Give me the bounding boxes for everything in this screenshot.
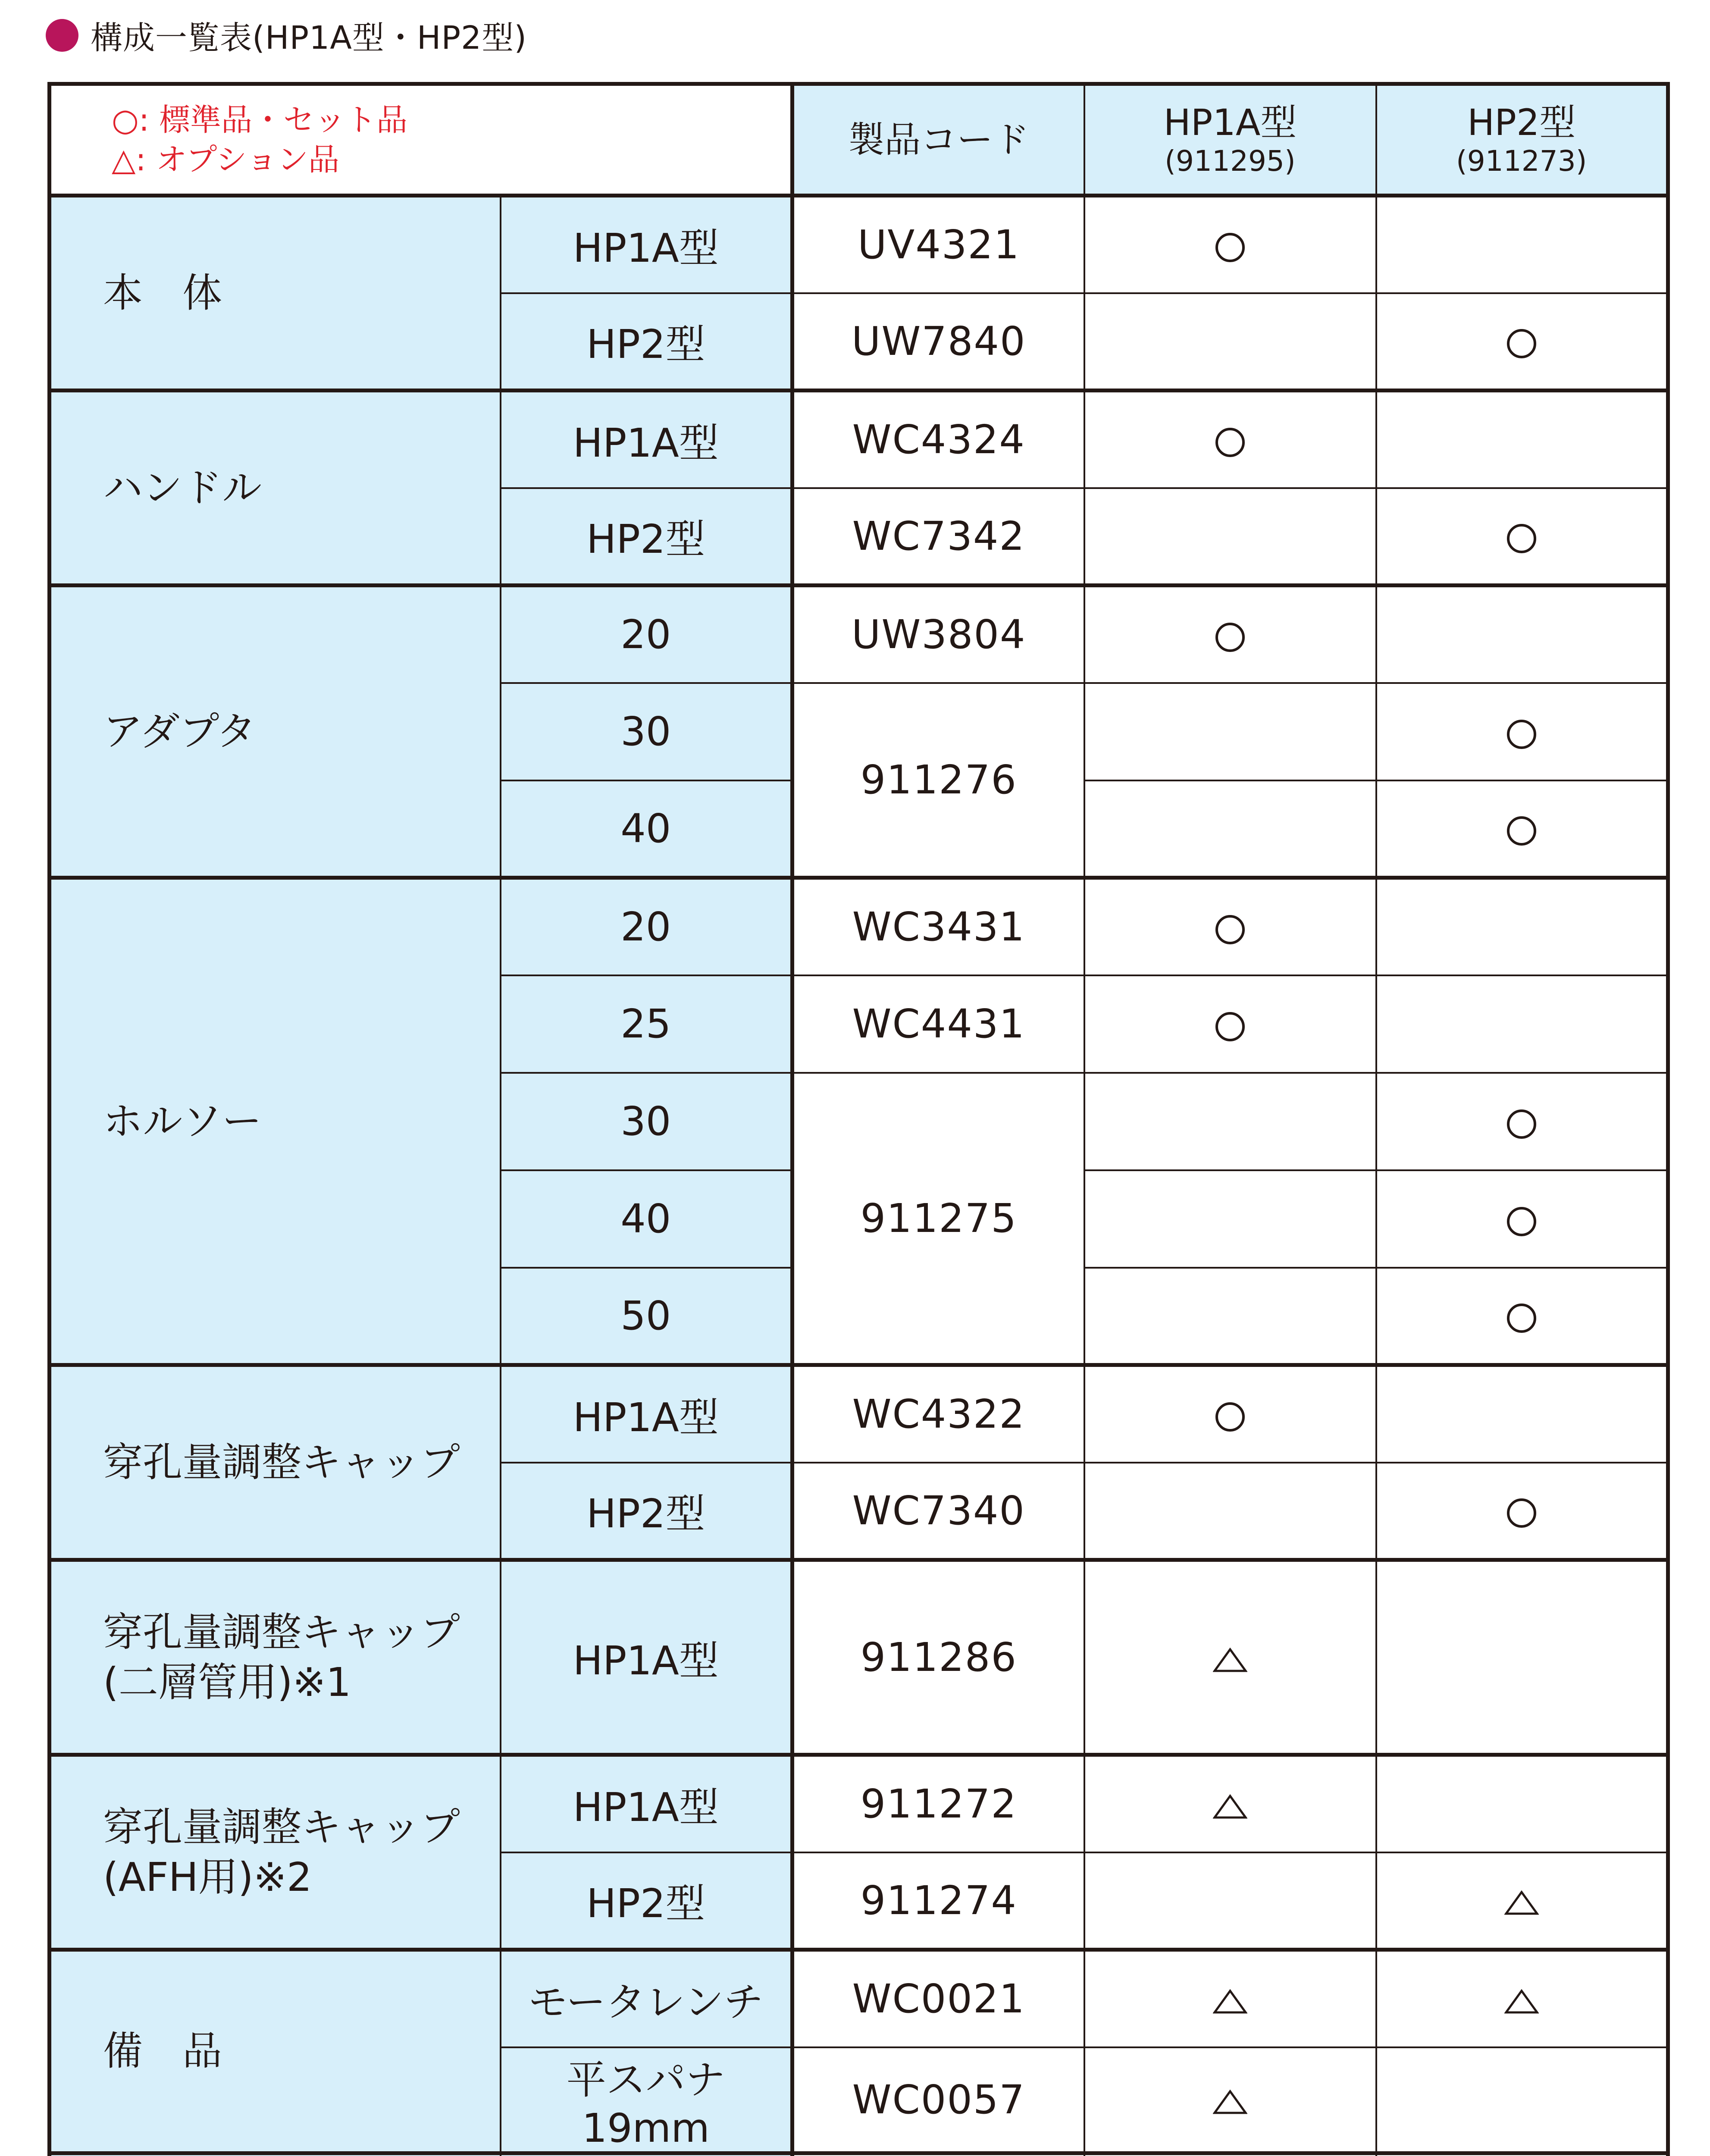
hp2-mark <box>1376 1852 1668 1950</box>
triangle-icon <box>1504 1989 1539 2015</box>
triangle-icon <box>1213 1647 1247 1673</box>
circle-icon <box>1215 1012 1245 1041</box>
hp1a-mark <box>1084 1950 1376 2047</box>
sub-label: 平スパナ 19mm <box>501 2047 792 2153</box>
hp1a-mark <box>1084 391 1376 488</box>
product-code: UW7840 <box>792 293 1084 391</box>
sub-label: 40 <box>501 1170 792 1268</box>
sub-label: 30 <box>501 683 792 780</box>
category-label: 備 品 <box>103 2028 222 2075</box>
sub-label: HP1A型 <box>501 196 792 293</box>
category-depth-cap <box>50 1365 501 1560</box>
section-heading <box>46 9 527 61</box>
hp1a-mark <box>1084 2047 1376 2153</box>
header-hp2: HP2型 (911273) <box>1376 84 1668 196</box>
hp1a-mark <box>1084 488 1376 586</box>
category-adapter <box>50 586 501 878</box>
hp2-mark <box>1376 975 1668 1073</box>
product-code: WC4322 <box>792 1365 1084 1463</box>
table-row <box>50 586 1668 683</box>
category-label: (二層管用)※1 <box>103 1659 351 1705</box>
table-header-row <box>50 84 1668 196</box>
sub-label: HP1A型 <box>501 1365 792 1463</box>
table-row <box>50 1755 1668 1852</box>
hp1a-mark <box>1084 1170 1376 1268</box>
product-code: UV4321 <box>792 196 1084 293</box>
category-accessories <box>50 1950 501 2153</box>
hp1a-mark <box>1084 1852 1376 1950</box>
hp2-mark <box>1376 1950 1668 2047</box>
product-code <box>792 2153 1084 2156</box>
table-row <box>50 1950 1668 2047</box>
sub-label: HP2型 <box>501 488 792 586</box>
circle-icon <box>1507 816 1536 846</box>
component-table <box>47 82 1670 2156</box>
sub-label: 20 <box>501 586 792 683</box>
hp2-mark <box>1376 878 1668 975</box>
category-depth-cap-afh <box>50 1755 501 1950</box>
triangle-icon <box>1213 1794 1247 1820</box>
circle-icon <box>1507 1207 1536 1236</box>
sub-label: 20 <box>501 878 792 975</box>
sub-label: モータレンチ <box>501 1950 792 2047</box>
product-code: WC4324 <box>792 391 1084 488</box>
legend-option: △: オプション品 <box>112 141 340 178</box>
hp1a-mark <box>1084 1463 1376 1560</box>
hp1a-mark <box>1084 975 1376 1073</box>
category-label: (AFH用)※2 <box>103 1854 312 1900</box>
sub-label: 50 <box>501 1268 792 1365</box>
hp1a-mark <box>1084 1365 1376 1463</box>
legend-standard: ○: 標準品・セット品 <box>112 102 407 138</box>
hp1a-mark <box>1084 780 1376 878</box>
product-code: WC0021 <box>792 1950 1084 2047</box>
sub-label <box>501 2153 792 2156</box>
hp1a-mark <box>1084 1073 1376 1170</box>
product-code: 911275 <box>792 1073 1084 1365</box>
hp1a-mark <box>1084 1268 1376 1365</box>
hp2-mark <box>1376 1560 1668 1755</box>
product-code: UW3804 <box>792 586 1084 683</box>
circle-icon <box>1507 720 1536 749</box>
sub-label: HP2型 <box>501 1463 792 1560</box>
category-label: アダプタ <box>103 708 257 755</box>
sub-label: HP1A型 <box>501 1560 792 1755</box>
product-code: WC7340 <box>792 1463 1084 1560</box>
sub-label: 40 <box>501 780 792 878</box>
header-hp1a: HP1A型 (911295) <box>1084 84 1376 196</box>
hp2-mark <box>1376 1170 1668 1268</box>
category-box <box>50 2153 501 2156</box>
category-label: 穿孔量調整キャップ <box>103 1609 460 1655</box>
product-code: 911274 <box>792 1852 1084 1950</box>
category-label: 本 体 <box>103 270 222 316</box>
circle-icon <box>1507 329 1536 358</box>
sub-label: HP1A型 <box>501 391 792 488</box>
sub-label: 25 <box>501 975 792 1073</box>
header-code: 製品コード <box>792 84 1084 196</box>
triangle-icon <box>1213 2089 1247 2115</box>
product-code: WC7342 <box>792 488 1084 586</box>
hp2-mark <box>1376 586 1668 683</box>
hp1a-mark <box>1084 293 1376 391</box>
hp2-mark <box>1376 1073 1668 1170</box>
table-row <box>50 2153 1668 2156</box>
circle-icon <box>1507 1498 1536 1528</box>
circle-icon <box>1215 1402 1245 1432</box>
hp2-mark <box>1376 1365 1668 1463</box>
category-handle <box>50 391 501 586</box>
circle-icon <box>1215 233 1245 262</box>
hp1a-mark <box>1084 586 1376 683</box>
category-label: ホルソー <box>103 1098 262 1144</box>
table-row <box>50 391 1668 488</box>
hp2-mark <box>1376 391 1668 488</box>
sub-label: HP1A型 <box>501 1755 792 1852</box>
hp1a-mark <box>1084 1755 1376 1852</box>
circle-icon <box>1507 524 1536 553</box>
category-depth-cap-double <box>50 1560 501 1755</box>
hp1a-mark <box>1084 196 1376 293</box>
category-label: 穿孔量調整キャップ <box>103 1439 460 1485</box>
hp2-mark <box>1376 293 1668 391</box>
legend <box>50 84 792 196</box>
circle-icon <box>1215 915 1245 944</box>
hp2-mark <box>1376 196 1668 293</box>
hp2-mark <box>1376 780 1668 878</box>
triangle-icon <box>1213 1989 1247 2015</box>
hp2-mark <box>1376 2153 1668 2156</box>
product-code: WC3431 <box>792 878 1084 975</box>
hp2-mark <box>1376 488 1668 586</box>
hp1a-mark <box>1084 2153 1376 2156</box>
product-code: WC0057 <box>792 2047 1084 2153</box>
circle-icon <box>1215 623 1245 652</box>
table-row <box>50 878 1668 975</box>
circle-icon <box>1507 1304 1536 1333</box>
triangle-icon <box>1504 1890 1539 1916</box>
category-body <box>50 196 501 391</box>
hp1a-mark <box>1084 878 1376 975</box>
category-label: 穿孔量調整キャップ <box>103 1804 460 1850</box>
circle-icon <box>1507 1109 1536 1139</box>
product-code: WC4431 <box>792 975 1084 1073</box>
hp2-mark <box>1376 683 1668 780</box>
product-code: 911276 <box>792 683 1084 878</box>
heading-title: 構成一覧表(HP1A型・HP2型) <box>91 19 527 56</box>
product-code: 911272 <box>792 1755 1084 1852</box>
hp1a-mark <box>1084 1560 1376 1755</box>
table-row <box>50 1560 1668 1755</box>
hp2-mark <box>1376 1268 1668 1365</box>
hp2-mark <box>1376 1463 1668 1560</box>
table-row <box>50 196 1668 293</box>
product-code: 911286 <box>792 1560 1084 1755</box>
table-row <box>50 1365 1668 1463</box>
category-label: ハンドル <box>103 464 262 511</box>
bullet-icon <box>46 19 78 52</box>
hp1a-mark <box>1084 683 1376 780</box>
sub-label: 30 <box>501 1073 792 1170</box>
hp2-mark <box>1376 1755 1668 1852</box>
hp2-mark <box>1376 2047 1668 2153</box>
sub-label: HP2型 <box>501 293 792 391</box>
sub-label: HP2型 <box>501 1852 792 1950</box>
circle-icon <box>1215 428 1245 457</box>
category-holesaw <box>50 878 501 1365</box>
